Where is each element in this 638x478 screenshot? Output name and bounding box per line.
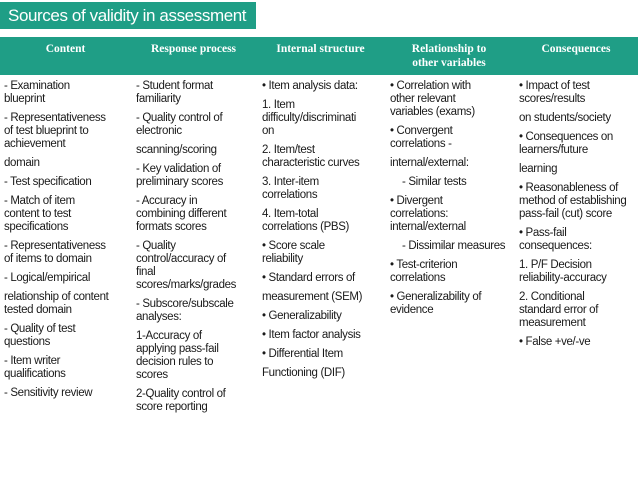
item-text: • Convergent xyxy=(390,125,453,137)
item-text: - Key validation of xyxy=(136,163,221,175)
list-item xyxy=(136,240,252,292)
list-item xyxy=(519,80,634,106)
item-text: pass-fail (cut) score xyxy=(519,208,612,220)
item-text: - Dissimilar measures xyxy=(402,240,506,252)
item-text: difficulty/discriminati xyxy=(262,112,356,124)
list-item xyxy=(519,182,634,221)
item-text: • Reasonableness of xyxy=(519,182,619,194)
item-text: domain xyxy=(4,157,40,169)
item-text: learning xyxy=(519,163,558,175)
item-text: - Accuracy in xyxy=(136,195,198,207)
item-text: 3. Inter-item xyxy=(262,176,319,188)
column-header-text: Content xyxy=(45,43,86,55)
item-text: learners/future xyxy=(519,144,588,156)
item-text: • Test-criterion xyxy=(390,259,458,271)
item-text: correlations xyxy=(390,272,446,284)
item-text: correlations (PBS) xyxy=(262,221,350,233)
item-text: scores/marks/grades xyxy=(136,279,237,291)
item-text: • Correlation with xyxy=(390,80,471,92)
item-text: achievement xyxy=(4,138,66,150)
item-text: - Representativeness xyxy=(4,112,106,124)
item-text: • False +ve/-ve xyxy=(519,336,591,348)
item-text: other relevant xyxy=(390,93,456,105)
item-text: scores xyxy=(136,369,168,381)
column-4 xyxy=(514,75,638,478)
item-text: measurement (SEM) xyxy=(262,291,363,303)
item-text: preliminary scores xyxy=(136,176,224,188)
slide-title: Sources of validity in assessment xyxy=(0,2,256,29)
item-text: combining different xyxy=(136,208,227,220)
item-text: internal/external xyxy=(390,221,466,233)
item-text: - Quality xyxy=(136,240,176,252)
item-text: reliability-accuracy xyxy=(519,272,607,284)
list-item xyxy=(262,99,380,138)
item-text: - Item writer xyxy=(4,355,61,367)
column-0 xyxy=(4,75,130,478)
list-item xyxy=(390,259,509,285)
column-2 xyxy=(257,75,384,478)
item-text: method of establishing xyxy=(519,195,627,207)
item-text: - Representativeness xyxy=(4,240,106,252)
list-item xyxy=(4,157,126,170)
item-text: on students/society xyxy=(519,112,611,124)
column-header-text: other variables xyxy=(412,57,486,69)
item-text: • Divergent xyxy=(390,195,443,207)
item-text: specifications xyxy=(4,221,69,233)
list-item xyxy=(136,330,252,382)
item-text: scanning/scoring xyxy=(136,144,217,156)
list-item xyxy=(390,291,509,317)
column-header-text: Internal structure xyxy=(276,43,365,55)
item-text: tested domain xyxy=(4,304,72,316)
item-text: questions xyxy=(4,336,51,348)
list-item xyxy=(390,195,509,234)
item-text: characteristic curves xyxy=(262,157,360,169)
list-item xyxy=(519,163,634,176)
column-header-2 xyxy=(257,37,384,75)
column-header-text: Consequences xyxy=(541,43,611,55)
list-item xyxy=(136,80,252,106)
list-item xyxy=(262,208,380,234)
item-text: correlations xyxy=(262,189,318,201)
item-text: formats scores xyxy=(136,221,207,233)
item-text: • Pass-fail xyxy=(519,227,567,239)
column-1 xyxy=(131,75,256,478)
item-text: • Item analysis data: xyxy=(262,80,358,92)
item-text: decision rules to xyxy=(136,356,214,368)
item-text: on xyxy=(262,125,275,137)
list-item xyxy=(136,388,252,414)
item-text: - Student format xyxy=(136,80,213,92)
list-item xyxy=(4,387,126,400)
item-text: score reporting xyxy=(136,401,208,413)
list-item xyxy=(519,227,634,253)
list-item xyxy=(136,195,252,234)
item-text: of test blueprint to xyxy=(4,125,89,137)
item-text: 4. Item-total xyxy=(262,208,319,220)
item-text: • Generalizability of xyxy=(390,291,482,303)
list-item xyxy=(390,157,509,170)
item-text: consequences: xyxy=(519,240,592,252)
item-text: applying pass-fail xyxy=(136,343,219,355)
item-text: • Standard errors of xyxy=(262,272,355,284)
item-text: final xyxy=(136,266,156,278)
list-item xyxy=(4,355,126,381)
list-item xyxy=(4,80,126,106)
item-text: 2-Quality control of xyxy=(136,388,226,400)
item-text: 1-Accuracy of xyxy=(136,330,202,342)
list-item xyxy=(4,291,126,317)
list-item xyxy=(262,329,380,342)
item-text: electronic xyxy=(136,125,182,137)
item-text: analyses: xyxy=(136,311,182,323)
item-text: standard error of xyxy=(519,304,599,316)
item-text: - Examination xyxy=(4,80,70,92)
list-item xyxy=(262,144,380,170)
list-item xyxy=(262,310,380,323)
list-item xyxy=(4,176,126,189)
list-item xyxy=(262,367,380,380)
column-header-3 xyxy=(385,37,513,75)
item-text: reliability xyxy=(262,253,303,265)
item-text: 2. Item/test xyxy=(262,144,315,156)
list-item xyxy=(136,112,252,138)
list-item xyxy=(136,298,252,324)
item-text: qualifications xyxy=(4,368,66,380)
table-body xyxy=(0,75,638,478)
list-item xyxy=(519,131,634,157)
item-text: 2. Conditional xyxy=(519,291,585,303)
item-text: measurement xyxy=(519,317,586,329)
item-text: - Quality control of xyxy=(136,112,223,124)
item-text: • Score scale xyxy=(262,240,325,252)
item-text: control/accuracy of xyxy=(136,253,226,265)
list-item xyxy=(262,80,380,93)
item-text: - Match of item xyxy=(4,195,75,207)
list-item xyxy=(519,336,634,349)
item-text: internal/external: xyxy=(390,157,469,169)
list-item xyxy=(519,291,634,330)
item-text: of items to domain xyxy=(4,253,92,265)
list-item xyxy=(262,240,380,266)
item-text: scores/results xyxy=(519,93,586,105)
item-text: - Test specification xyxy=(4,176,92,188)
item-text: • Consequences on xyxy=(519,131,613,143)
column-header-0 xyxy=(0,37,131,75)
item-text: evidence xyxy=(390,304,434,316)
item-text: relationship of content xyxy=(4,291,109,303)
item-text: • Impact of test xyxy=(519,80,590,92)
list-item xyxy=(390,125,509,151)
list-item xyxy=(4,240,126,266)
list-item xyxy=(262,272,380,285)
list-item xyxy=(136,144,252,157)
column-header-text: Response process xyxy=(150,43,237,55)
item-text: familiarity xyxy=(136,93,181,105)
item-text: • Generalizability xyxy=(262,310,342,322)
item-text: - Subscore/subscale xyxy=(136,298,234,310)
item-text: 1. P/F Decision xyxy=(519,259,592,271)
list-item xyxy=(136,163,252,189)
item-text: - Similar tests xyxy=(402,176,467,188)
item-text: - Sensitivity review xyxy=(4,387,93,399)
list-item xyxy=(4,112,126,151)
column-header-4 xyxy=(514,37,638,75)
list-item xyxy=(519,112,634,125)
item-text: content to test xyxy=(4,208,71,220)
list-item xyxy=(262,176,380,202)
list-item xyxy=(262,291,380,304)
list-item xyxy=(519,259,634,285)
column-header-1 xyxy=(131,37,256,75)
list-item xyxy=(4,195,126,234)
item-text: • Item factor analysis xyxy=(262,329,361,341)
item-text: - Quality of test xyxy=(4,323,76,335)
item-text: Functioning (DIF) xyxy=(262,367,345,379)
item-text: correlations - xyxy=(390,138,452,150)
list-item xyxy=(390,176,509,189)
item-text: • Differential Item xyxy=(262,348,343,360)
item-text: variables (exams) xyxy=(390,106,475,118)
column-3 xyxy=(385,75,513,478)
column-header-text: Relationship to xyxy=(411,43,487,55)
item-text: 1. Item xyxy=(262,99,295,111)
item-text: - Logical/empirical xyxy=(4,272,91,284)
item-text: correlations: xyxy=(390,208,449,220)
list-item xyxy=(390,240,509,253)
list-item xyxy=(390,80,509,119)
list-item xyxy=(4,323,126,349)
list-item xyxy=(4,272,126,285)
list-item xyxy=(262,348,380,361)
item-text: blueprint xyxy=(4,93,45,105)
table-header xyxy=(0,37,638,75)
